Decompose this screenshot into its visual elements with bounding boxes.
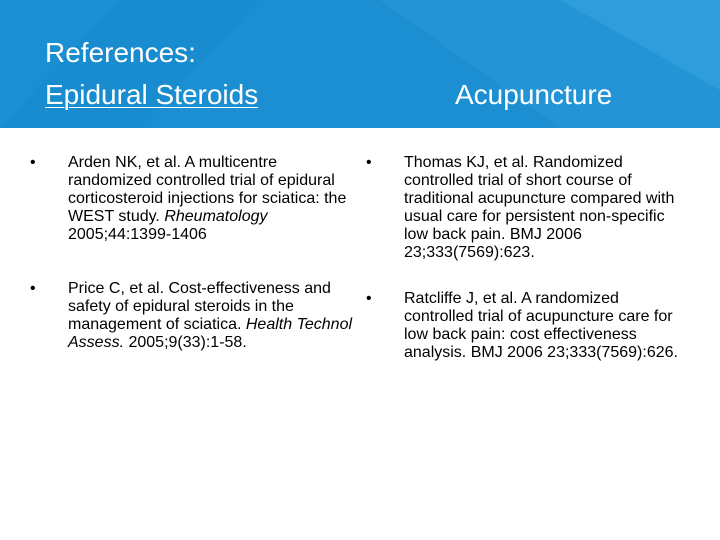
reference-text: Arden NK, et al. A multicentre randomized controlled trial of epidural corticosteroid injections for sciatica: the WEST study. xyxy=(68,154,347,225)
reference-item xyxy=(30,280,360,352)
slide-title: References: xyxy=(45,37,196,68)
reference-text: Price C, et al. Cost-effectiveness and safety of epidural steroids in the management of sciatica. xyxy=(68,280,331,333)
bullet-icon: • xyxy=(30,280,36,297)
right-column-heading: Acupuncture xyxy=(455,79,613,110)
bullet-icon: • xyxy=(366,290,372,307)
bullet-icon: • xyxy=(30,154,36,171)
reference-item xyxy=(366,290,686,362)
reference-item xyxy=(366,154,686,262)
journal-name: Health Technol Assess. xyxy=(68,316,353,351)
left-column-heading: Epidural Steroids xyxy=(45,79,259,110)
reference-text: Ratcliffe J, et al. A randomized controlled trial of acupuncture care for low back pain: cost effectiveness analysis. BMJ 2006 23;333(7569):626. xyxy=(404,290,678,361)
acupuncture-references xyxy=(366,154,686,362)
reference-citation: 2005;9(33):1-58. xyxy=(128,334,247,351)
reference-item xyxy=(30,154,360,244)
title-banner xyxy=(0,0,720,128)
journal-name: Rheumatology xyxy=(164,208,268,225)
epidural-steroids-references xyxy=(30,154,360,352)
bullet-icon: • xyxy=(366,154,372,171)
reference-citation: 2005;44:1399-1406 xyxy=(68,226,207,243)
reference-text: Thomas KJ, et al. Randomized controlled trial of short course of traditional acupuncture compared with usual care for persistent non-specific low back pain. BMJ 2006 23;333(7569):623. xyxy=(404,154,675,261)
